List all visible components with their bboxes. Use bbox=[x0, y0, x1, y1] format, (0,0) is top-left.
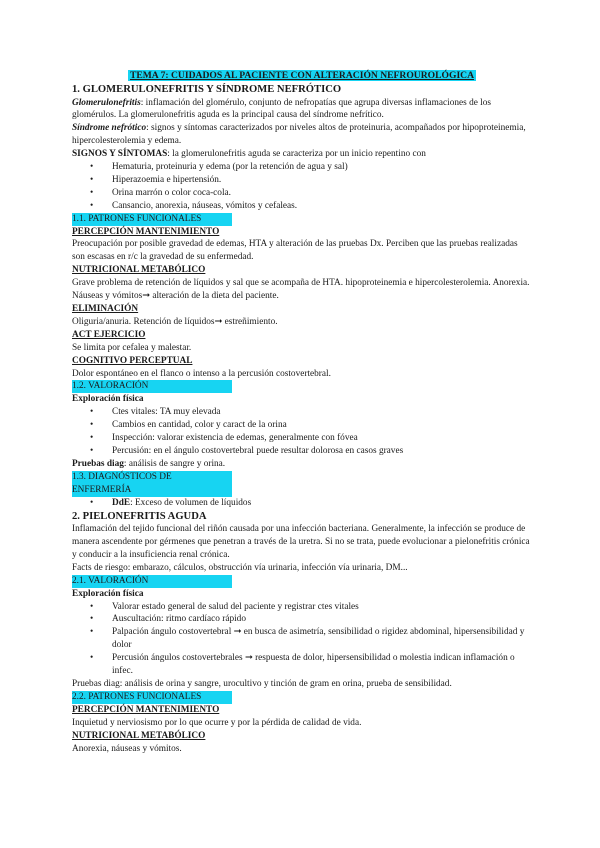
nutricional-label: NUTRICIONAL METABÓLICO bbox=[72, 265, 206, 276]
signos-list bbox=[72, 161, 532, 213]
list-item: • Hiperazoemia e hipertensión. bbox=[112, 174, 532, 187]
subsection-2-1-heading: 2.1. VALORACIÓN bbox=[72, 575, 232, 588]
signos-sintomas-text: : la glomerulonefritis aguda se caracteriza por un inicio repentino con bbox=[167, 149, 426, 160]
eliminacion-label: ELIMINACIÓN bbox=[72, 304, 139, 314]
glomerulonefritis-text: : inflamación del glomérulo, conjunto de nefropatías que agrupa diversas inflamaciones de los glomérulos. La glomerulonefritis aguda es la principal causa del síndrome nefrítico. bbox=[72, 97, 492, 121]
percepcion-label-2: PERCEPCIÓN MANTENIMIENTO bbox=[72, 704, 220, 715]
list-item: • Inspección: valorar existencia de edemas, generalmente con fóvea bbox=[112, 432, 532, 445]
title-wrap bbox=[72, 70, 532, 83]
cognitivo-label: COGNITIVO PERCEPTUAL bbox=[72, 355, 193, 366]
list-item: • Auscultación: ritmo cardíaco rápido bbox=[112, 613, 532, 626]
pruebas-diag-paragraph bbox=[72, 458, 532, 471]
diagnosticos-list bbox=[72, 497, 532, 510]
pruebas-diag-text: : análisis de sangre y orina. bbox=[123, 458, 226, 469]
subsection-2-2-heading: 2.2. PATRONES FUNCIONALES bbox=[72, 691, 232, 704]
document-page bbox=[72, 70, 532, 755]
subsection-1-1-heading: 1.1. PATRONES FUNCIONALES bbox=[72, 213, 232, 226]
percepcion-text-2: Inquietud y nerviosismo por lo que ocurre y por la pérdida de calidad de vida. bbox=[72, 717, 362, 728]
list-item: • Valorar estado general de salud del paciente y registrar ctes vitales bbox=[112, 601, 532, 614]
act-ejercicio-label: ACT EJERCICIO bbox=[72, 329, 146, 340]
sindrome-nefrotico-text: : signos y síntomas caracterizados por niveles altos de proteinuria, acompañados por hipoproteinemia, hipercolesterolemia y edema. bbox=[72, 123, 526, 147]
list-item: • Orina marrón o color coca-cola. bbox=[112, 187, 532, 200]
subsection-1-2-heading: 1.2. VALORACIÓN bbox=[72, 380, 232, 393]
dde-text: : Exceso de volumen de líquidos bbox=[130, 497, 252, 508]
exploracion-label: Exploración física bbox=[72, 394, 144, 405]
pruebas-diag-label: Pruebas diag bbox=[72, 458, 124, 469]
glomerulonefritis-term: Glomerulonefritis bbox=[72, 97, 141, 108]
list-item: • Hematuria, proteinuria y edema (por la retención de agua y sal) bbox=[112, 161, 532, 174]
list-item: • Palpación ángulo costovertebral ➞ en busca de asimetría, sensibilidad o rigidez abdominal, hipersensibilidad y dolor bbox=[112, 626, 532, 652]
nutricional-text-2: Anorexia, náuseas y vómitos. bbox=[72, 743, 182, 754]
eliminacion-text: Oliguria/anuria. Retención de líquidos➞ estreñimiento. bbox=[72, 316, 278, 327]
subsection-1-3-heading: 1.3. DIAGNÓSTICOS DE ENFERMERÍA bbox=[72, 471, 232, 497]
exploracion-label-2: Exploración física bbox=[72, 588, 144, 599]
sindrome-nefrotico-term: Síndrome nefrótico bbox=[72, 123, 147, 134]
signos-sintomas-label: SIGNOS Y SÍNTOMAS bbox=[72, 149, 168, 160]
list-item: • Cambios en cantidad, color y caract de la orina bbox=[112, 419, 532, 432]
glomerulonefritis-definition bbox=[72, 97, 532, 123]
dde-label: DdE bbox=[112, 497, 131, 508]
pruebas-diag-2: Pruebas diag: análisis de orina y sangre, urocultivo y tinción de gram en orina, prueba de sensibilidad. bbox=[72, 678, 452, 689]
signos-sintomas-paragraph bbox=[72, 148, 532, 161]
pielonefritis-intro: Inflamación del tejido funcional del riñón causada por una infección bacteriana. Generalmente, la infección se produce de manera ascendente por gérmenes que penetran a través de la uretra. Si no se trata, puede evolucionar a pielonefritis crónica y conducir a la insuficiencia renal crónica. bbox=[72, 524, 530, 560]
list-item bbox=[112, 497, 532, 510]
nutricional-label-2: NUTRICIONAL METABÓLICO bbox=[72, 730, 206, 741]
list-item: • Ctes vitales: TA muy elevada bbox=[112, 406, 532, 419]
factores-riesgo: Facts de riesgo: embarazo, cálculos, obstrucción vía urinaria, infección vía urinaria, DM... bbox=[72, 562, 408, 573]
list-item: • Percusión ángulos costovertebrales ➞ respuesta de dolor, hipersensibilidad o molestia indican inflamación o infec. bbox=[112, 652, 532, 678]
act-ejercicio-text: Se limita por cefalea y malestar. bbox=[72, 342, 192, 353]
section-1-heading: 1. GLOMERULONEFRITIS Y SÍNDROME NEFRÓTICO bbox=[72, 83, 342, 95]
percepcion-label: PERCEPCIÓN MANTENIMIENTO bbox=[72, 226, 220, 237]
cognitivo-text: Dolor espontáneo en el flanco o intenso a la percusión costovertebral. bbox=[72, 368, 331, 379]
sindrome-nefrotico-definition bbox=[72, 122, 532, 148]
exploracion-list-2 bbox=[72, 601, 532, 678]
list-item: • Percusión: en el ángulo costovertebral puede resultar dolorosa en casos graves bbox=[112, 445, 532, 458]
percepcion-text: Preocupación por posible gravedad de edemas, HTA y alteración de las pruebas Dx. Perciben que las pruebas realizadas son escasas en r/c la gravedad de su enfermedad. bbox=[72, 239, 518, 263]
exploracion-list bbox=[72, 406, 532, 458]
nutricional-text: Grave problema de retención de líquidos y sal que se acompaña de HTA. hipoproteinemia e hipercolesterolemia. Anorexia. Náuseas y vómitos➞ alteración de la dieta del paciente. bbox=[72, 278, 530, 302]
document-title: TEMA 7: CUIDADOS AL PACIENTE CON ALTERACIÓN NEFROUROLÓGICA bbox=[129, 70, 475, 81]
list-item: • Cansancio, anorexia, náuseas, vómitos y cefaleas. bbox=[112, 200, 532, 213]
section-2-heading: 2. PIELONEFRITIS AGUDA bbox=[72, 510, 207, 522]
